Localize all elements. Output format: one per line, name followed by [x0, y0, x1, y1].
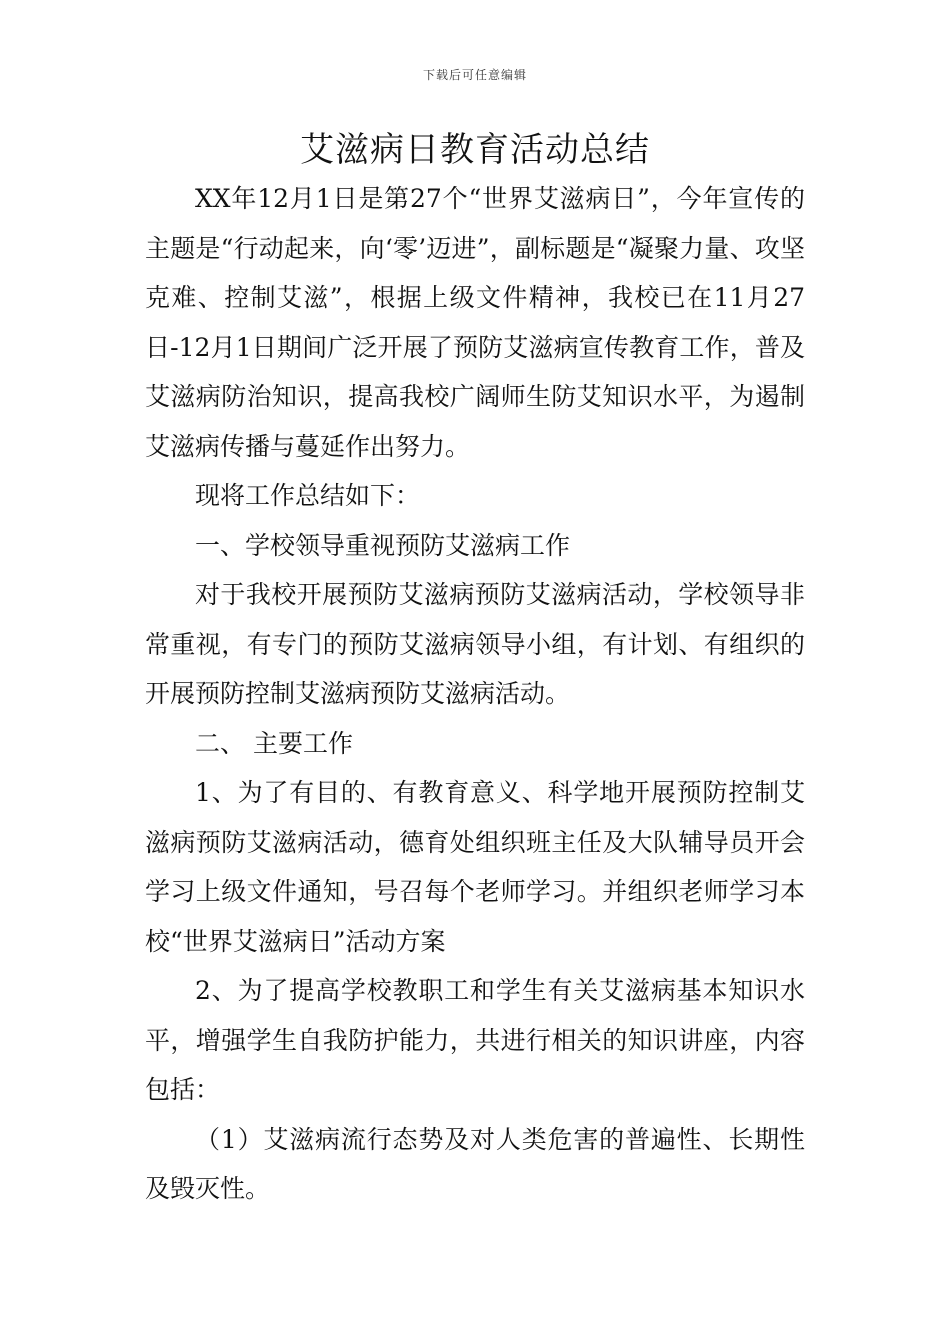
page-title: 艾滋病日教育活动总结: [300, 130, 650, 170]
paragraph-subitem-1: （1）艾滋病流行态势及对人类危害的普遍性、长期性及毁灭性。: [145, 1124, 805, 1203]
document-body: [145, 174, 805, 1214]
paragraph-leadership: 对于我校开展预防艾滋病预防艾滋病活动，学校领导非常重视，有专门的预防艾滋病领导小组，有计划、有组织的开展预防控制艾滋病预防艾滋病活动。: [145, 580, 805, 708]
section-heading-2: 二、 主要工作: [195, 728, 353, 758]
paragraph-intro: XX年12月1日是第27个“世界艾滋病日”，今年宣传的主题是“行动起来，向‘零’迈进”，副标题是“凝聚力量、攻坚克难、控制艾滋”，根据上级文件精神，我校已在11月27日-12月1日期间广泛开展了预防艾滋病宣传教育工作，普及艾滋病防治知识，提高我校广阔师生防艾知识水平，为遏制艾滋病传播与蔓延作出努力。: [145, 184, 805, 461]
paragraph-summary-lead: 现将工作总结如下：: [195, 481, 421, 510]
header-note: 下载后可任意编辑: [422, 68, 527, 82]
section-heading-1: 一、学校领导重视预防艾滋病工作: [195, 530, 571, 560]
paragraph-item-1: 1、为了有目的、有教育意义、科学地开展预防控制艾滋病预防艾滋病活动，德育处组织班主任及大队辅导员开会学习上级文件通知，号召每个老师学习。并组织老师学习本校“世界艾滋病日”活动方案: [145, 778, 805, 956]
paragraph-item-2: 2、为了提高学校教职工和学生有关艾滋病基本知识水平，增强学生自我防护能力，共进行相关的知识讲座，内容包括：: [145, 976, 805, 1104]
